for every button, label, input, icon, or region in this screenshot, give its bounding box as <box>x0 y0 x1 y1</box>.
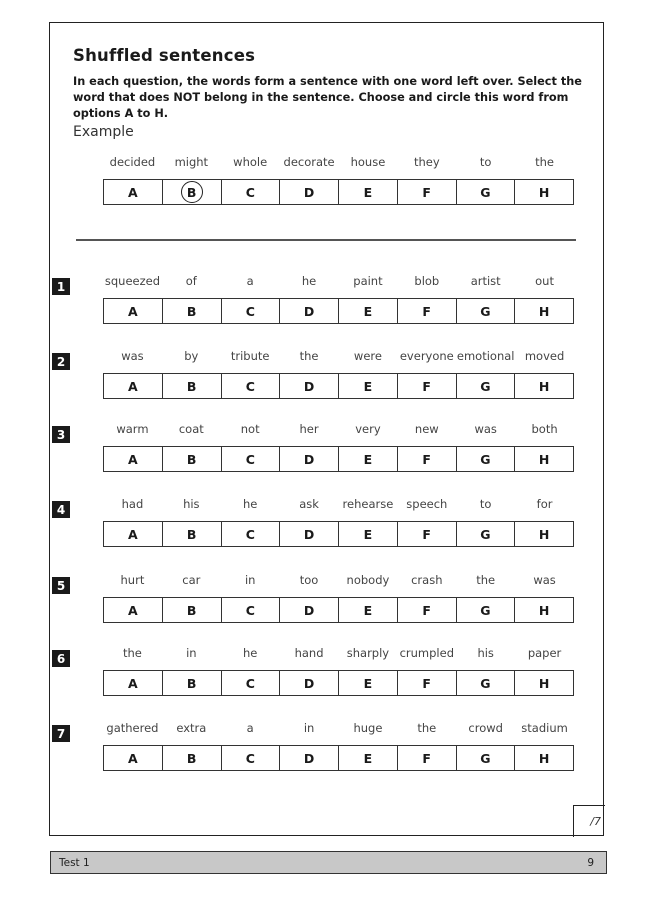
option-letter: C <box>245 750 255 766</box>
option-cell-a[interactable] <box>104 522 163 546</box>
word-option: paint <box>353 274 383 288</box>
word-option: a <box>246 721 254 735</box>
word-option: huge <box>353 721 383 735</box>
option-cell-a[interactable] <box>104 180 163 204</box>
option-cell-c[interactable] <box>222 671 281 695</box>
question-options <box>103 745 574 771</box>
word-option: not <box>240 422 260 436</box>
option-cell-c[interactable] <box>222 299 281 323</box>
example-options <box>103 179 574 205</box>
word-option: moved <box>524 349 565 363</box>
option-cell-b[interactable] <box>163 522 222 546</box>
option-letter: D <box>303 451 315 467</box>
example-words <box>103 155 574 169</box>
option-letter: F <box>422 602 431 618</box>
option-cell-g[interactable] <box>457 598 516 622</box>
option-letter: F <box>422 303 431 319</box>
word-option: crash <box>411 573 443 587</box>
option-cell-d[interactable] <box>280 447 339 471</box>
option-letter: C <box>245 303 255 319</box>
option-cell-f[interactable] <box>398 180 457 204</box>
option-letter: E <box>363 526 373 542</box>
option-letter: D <box>303 303 315 319</box>
option-letter: H <box>538 526 550 542</box>
word-option: hand <box>294 646 324 660</box>
option-letter: B <box>186 303 197 319</box>
word-option: decided <box>109 155 156 169</box>
option-letter: D <box>303 378 315 394</box>
option-letter: C <box>245 602 255 618</box>
option-letter: C <box>245 451 255 467</box>
option-cell-b[interactable] <box>163 374 222 398</box>
option-letter: F <box>422 184 431 200</box>
option-letter: G <box>480 750 491 766</box>
question-words <box>103 422 574 436</box>
option-cell-e[interactable] <box>339 180 398 204</box>
question-options <box>103 446 574 472</box>
option-cell-g[interactable] <box>457 180 516 204</box>
option-cell-d[interactable] <box>280 180 339 204</box>
option-letter: G <box>480 378 491 394</box>
question-words <box>103 721 574 735</box>
word-option: house <box>350 155 386 169</box>
word-option: her <box>299 422 319 436</box>
word-option: both <box>531 422 558 436</box>
word-option: crumpled <box>399 646 455 660</box>
option-letter: G <box>480 184 491 200</box>
option-cell-c[interactable] <box>222 180 281 204</box>
option-letter: H <box>538 184 550 200</box>
option-letter: F <box>422 451 431 467</box>
option-cell-g[interactable] <box>457 746 516 770</box>
word-option: the <box>535 155 554 169</box>
option-cell-b[interactable] <box>163 671 222 695</box>
option-cell-g[interactable] <box>457 374 516 398</box>
option-cell-f[interactable] <box>398 598 457 622</box>
option-letter: G <box>480 675 491 691</box>
question-words <box>103 646 574 660</box>
word-option: might <box>174 155 209 169</box>
option-cell-e[interactable] <box>339 522 398 546</box>
option-letter: E <box>363 303 373 319</box>
option-letter: G <box>480 602 491 618</box>
option-letter: B <box>186 750 197 766</box>
option-cell-d[interactable] <box>280 598 339 622</box>
option-cell-e[interactable] <box>339 299 398 323</box>
option-cell-f[interactable] <box>398 447 457 471</box>
option-cell-e[interactable] <box>339 374 398 398</box>
word-option: car <box>182 573 201 587</box>
option-letter: B <box>186 675 197 691</box>
option-letter: A <box>128 378 138 394</box>
option-letter: E <box>363 602 373 618</box>
word-option: he <box>301 274 317 288</box>
option-cell-h[interactable] <box>515 598 573 622</box>
question-number: 5 <box>52 577 70 594</box>
word-option: extra <box>176 721 207 735</box>
option-cell-h[interactable] <box>515 522 573 546</box>
option-letter: A <box>128 303 138 319</box>
option-letter: A <box>128 184 138 200</box>
word-option: had <box>121 497 144 511</box>
option-letter: H <box>538 602 550 618</box>
option-cell-g[interactable] <box>457 299 516 323</box>
word-option: to <box>479 497 492 511</box>
option-cell-d[interactable] <box>280 522 339 546</box>
option-cell-f[interactable] <box>398 746 457 770</box>
example-label: Example <box>73 124 134 140</box>
word-option: his <box>183 497 200 511</box>
word-option: by <box>184 349 199 363</box>
option-cell-a[interactable] <box>104 598 163 622</box>
option-cell-a[interactable] <box>104 447 163 471</box>
option-cell-d[interactable] <box>280 299 339 323</box>
option-cell-h[interactable] <box>515 374 573 398</box>
word-option: to <box>479 155 492 169</box>
word-option: ask <box>299 497 319 511</box>
word-option: they <box>413 155 440 169</box>
option-letter: E <box>363 378 373 394</box>
word-option: new <box>414 422 439 436</box>
option-cell-d[interactable] <box>280 374 339 398</box>
question-words <box>103 274 574 288</box>
word-option: everyone <box>399 349 454 363</box>
option-cell-g[interactable] <box>457 447 516 471</box>
option-letter: F <box>422 378 431 394</box>
option-cell-b[interactable] <box>163 447 222 471</box>
option-letter: F <box>422 526 431 542</box>
word-option: coat <box>178 422 204 436</box>
option-cell-a[interactable] <box>104 671 163 695</box>
option-letter: B <box>186 451 197 467</box>
word-option: rehearse <box>342 497 394 511</box>
option-letter: A <box>128 602 138 618</box>
option-letter: E <box>363 184 373 200</box>
option-cell-d[interactable] <box>280 746 339 770</box>
word-option: artist <box>470 274 501 288</box>
option-cell-f[interactable] <box>398 522 457 546</box>
option-cell-e[interactable] <box>339 746 398 770</box>
option-cell-c[interactable] <box>222 746 281 770</box>
word-option: too <box>299 573 319 587</box>
word-option: speech <box>406 497 448 511</box>
option-letter: F <box>422 675 431 691</box>
option-cell-b[interactable] <box>163 299 222 323</box>
word-option: a <box>246 274 254 288</box>
word-option: paper <box>527 646 562 660</box>
word-option: decorate <box>283 155 335 169</box>
option-letter: H <box>538 303 550 319</box>
option-letter: H <box>538 378 550 394</box>
word-option: the <box>417 721 437 735</box>
option-letter: F <box>422 750 431 766</box>
divider <box>76 239 576 241</box>
option-letter: C <box>245 526 255 542</box>
page-title: Shuffled sentences <box>73 46 256 65</box>
question-words <box>103 349 574 363</box>
option-letter: G <box>480 451 491 467</box>
instructions: In each question, the words form a sentence with one word left over. Select the word that does NOT belong in the sentence. Choose and circle this word from options A to H. <box>73 75 582 120</box>
word-option: out <box>535 274 554 288</box>
word-option: crowd <box>468 721 503 735</box>
option-cell-a[interactable] <box>104 374 163 398</box>
question-options <box>103 298 574 324</box>
option-letter: H <box>538 750 550 766</box>
word-option: emotional <box>456 349 515 363</box>
word-option: the <box>299 349 319 363</box>
option-cell-h[interactable] <box>515 746 573 770</box>
option-letter: B <box>186 378 197 394</box>
word-option: was <box>474 422 497 436</box>
option-letter: B <box>186 602 197 618</box>
option-cell-e[interactable] <box>339 671 398 695</box>
word-option: stadium <box>521 721 568 735</box>
word-option: the <box>476 573 496 587</box>
word-option: he <box>243 497 258 511</box>
footer-bar <box>50 851 607 874</box>
test-label: Test 1 <box>59 856 90 869</box>
option-cell-h[interactable] <box>515 180 573 204</box>
question-number: 6 <box>52 650 70 667</box>
option-cell-e[interactable] <box>339 447 398 471</box>
word-option: in <box>244 573 256 587</box>
option-letter: E <box>363 451 373 467</box>
option-cell-g[interactable] <box>457 522 516 546</box>
option-letter: C <box>245 675 255 691</box>
option-cell-f[interactable] <box>398 299 457 323</box>
option-cell-a[interactable] <box>104 299 163 323</box>
option-letter: G <box>480 526 491 542</box>
option-letter: D <box>303 184 315 200</box>
option-letter: D <box>303 675 315 691</box>
option-cell-g[interactable] <box>457 671 516 695</box>
option-cell-h[interactable] <box>515 671 573 695</box>
option-cell-b[interactable] <box>163 598 222 622</box>
question-words <box>103 573 574 587</box>
option-cell-f[interactable] <box>398 671 457 695</box>
question-number: 3 <box>52 426 70 443</box>
option-letter: E <box>363 750 373 766</box>
option-letter: A <box>128 526 138 542</box>
word-option: was <box>533 573 556 587</box>
option-cell-a[interactable] <box>104 746 163 770</box>
page-number: 9 <box>587 856 594 869</box>
option-cell-d[interactable] <box>280 671 339 695</box>
option-letter: A <box>128 675 138 691</box>
option-cell-c[interactable] <box>222 522 281 546</box>
option-letter: A <box>128 750 138 766</box>
word-option: warm <box>116 422 149 436</box>
option-letter: B <box>186 526 197 542</box>
word-option: blob <box>414 274 440 288</box>
question-words <box>103 497 574 511</box>
option-cell-e[interactable] <box>339 598 398 622</box>
word-option: hurt <box>120 573 145 587</box>
option-cell-b[interactable] <box>163 746 222 770</box>
question-number: 4 <box>52 501 70 518</box>
question-number: 2 <box>52 353 70 370</box>
word-option: nobody <box>346 573 390 587</box>
option-cell-h[interactable] <box>515 299 573 323</box>
option-cell-f[interactable] <box>398 374 457 398</box>
question-number: 7 <box>52 725 70 742</box>
option-letter: C <box>245 184 255 200</box>
option-letter: C <box>245 378 255 394</box>
option-cell-h[interactable] <box>515 447 573 471</box>
option-letter: H <box>538 675 550 691</box>
option-cell-b[interactable] <box>163 180 222 204</box>
question-options <box>103 521 574 547</box>
question-options <box>103 373 574 399</box>
option-letter: D <box>303 526 315 542</box>
word-option: gathered <box>106 721 159 735</box>
word-option: were <box>353 349 382 363</box>
question-options <box>103 670 574 696</box>
option-letter: H <box>538 451 550 467</box>
word-option: tribute <box>230 349 270 363</box>
word-option: in <box>186 646 197 660</box>
question-options <box>103 597 574 623</box>
word-option: his <box>477 646 494 660</box>
score-box: /7 <box>573 805 605 837</box>
word-option: very <box>355 422 381 436</box>
option-cell-c[interactable] <box>222 374 281 398</box>
question-number: 1 <box>52 278 70 295</box>
option-letter: D <box>303 750 315 766</box>
word-option: was <box>121 349 144 363</box>
word-option: squeezed <box>104 274 161 288</box>
word-option: sharply <box>346 646 390 660</box>
word-option: he <box>243 646 258 660</box>
word-option: the <box>123 646 142 660</box>
word-option: in <box>303 721 315 735</box>
word-option: for <box>536 497 553 511</box>
option-letter: D <box>303 602 315 618</box>
option-letter: G <box>480 303 491 319</box>
circled-option-letter: B <box>181 181 203 203</box>
word-option: of <box>185 274 197 288</box>
word-option: whole <box>233 155 268 169</box>
option-cell-c[interactable] <box>222 447 281 471</box>
option-cell-c[interactable] <box>222 598 281 622</box>
option-letter: A <box>128 451 138 467</box>
option-letter: E <box>363 675 373 691</box>
